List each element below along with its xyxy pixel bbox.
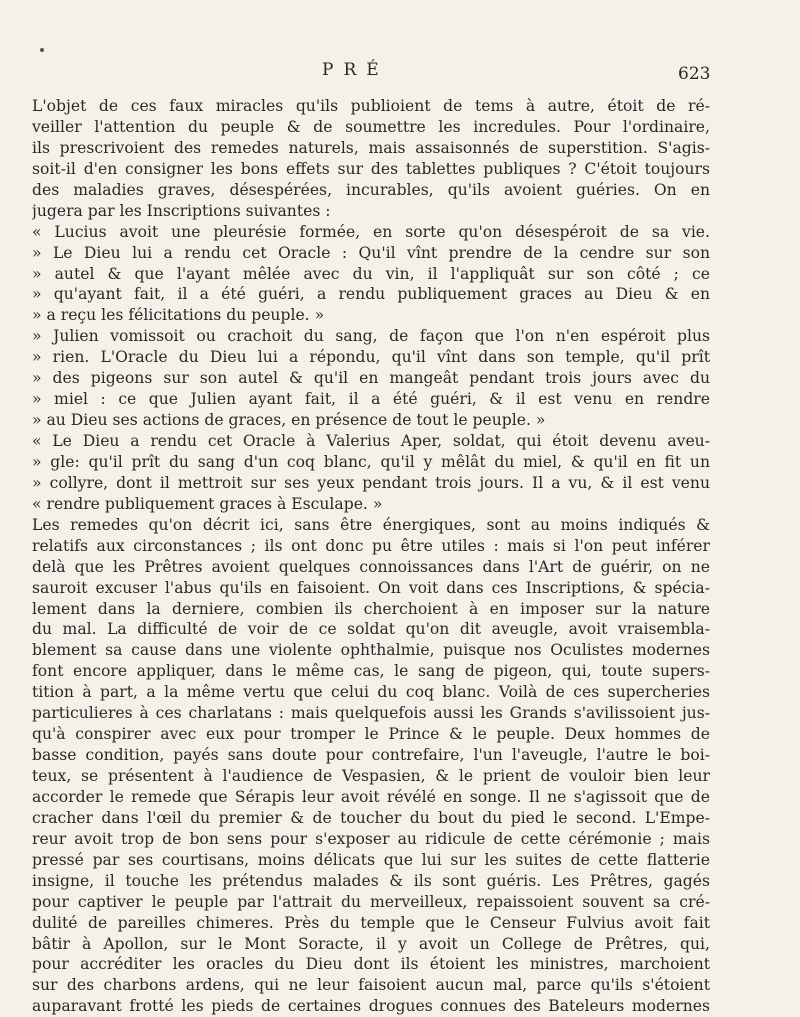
text-line: » Julien vomissoit ou crachoit du sang, de façon que l'on n'en espéroit plus [32, 327, 710, 346]
text-line: ils prescrivoient des remedes naturels, mais assaisonnés de superstition. S'agis- [32, 138, 710, 157]
text-line: cracher dans l'œil du premier & de toucher du bout du pied le second. L'Empe- [32, 808, 710, 827]
text-line: L'objet de ces faux miracles qu'ils publioient de tems à autre, étoit de ré- [32, 97, 710, 115]
text-line: particulieres à ces charlatans : mais quelquefois aussi les Grands s'avilissoient jus- [32, 704, 710, 723]
text-line: lement dans la derniere, combien ils cherchoient à en imposer sur la nature [32, 599, 710, 618]
text-line: blement sa cause dans une violente ophthalmie, puisque nos Oculistes modernes [32, 641, 710, 660]
text-line: » gle: qu'il prît du sang d'un coq blanc, qu'il y mêlât du miel, & qu'il en fit un [32, 452, 710, 471]
text-line: » qu'ayant fait, il a été guéri, a rendu publiquement graces au Dieu & en [32, 285, 710, 304]
text-line: relatifs aux circonstances ; ils ont donc pu être utiles : mais si l'on peut inférer [32, 536, 710, 555]
text-line: jugera par les Inscriptions suivantes : [32, 201, 331, 220]
text-line: » des pigeons sur son autel & qu'il en mangeât pendant trois jours avec du [32, 369, 710, 388]
text-line: accorder le remede que Sérapis leur avoit révélé en songe. Il ne s'agissoit que de [32, 787, 710, 806]
text-line: « Lucius avoit une pleurésie formée, en sorte qu'on désespéroit de sa vie. [32, 222, 710, 241]
text-line: auparavant frotté les pieds de certaines drogues connues des Bateleurs modernes [32, 997, 710, 1016]
text-line: bâtir à Apollon, sur le Mont Soracte, il y avoit un College de Prêtres, qui, [32, 934, 710, 953]
text-line: soit-il d'en consigner les bons effets sur des tablettes publiques ? C'étoit toujours [32, 159, 710, 178]
text-line: » collyre, dont il mettroit sur ses yeux pendant trois jours. Il a vu, & il est venu [32, 473, 710, 492]
text-line: tition à part, a la même vertu que celui du coq blanc. Voilà de ces supercheries [32, 683, 710, 702]
text-line: » autel & que l'ayant mêlée avec du vin, il l'appliquât sur son côté ; ce [32, 264, 710, 283]
text-line: du mal. La difficulté de voir de ce soldat qu'on dit aveugle, avoit vraisembla- [32, 620, 710, 639]
text-line: qu'à conspirer avec eux pour tromper le Prince & le peuple. Deux hommes de [32, 725, 710, 744]
text-line: veiller l'attention du peuple & de soumettre les incredules. Pour l'ordinaire, [32, 117, 710, 136]
text-line: des maladies graves, désespérées, incurables, qu'ils avoient guéries. On en [32, 180, 710, 199]
body-text [32, 96, 710, 1017]
text-line: Les remedes qu'on décrit ici, sans être énergiques, sont au moins indiqués & [32, 515, 710, 534]
text-line: sur des charbons ardens, qui ne leur faisoient aucun mal, parce qu'ils s'étoient [32, 976, 710, 995]
text-line: teux, se présentent à l'audience de Vespasien, & le prient de vouloir bien leur [32, 767, 710, 785]
text-line: » miel : ce que Julien ayant fait, il a été guéri, & il est venu en rendre [32, 390, 710, 409]
text-line: font encore appliquer, dans le même cas, le sang de pigeon, qui, toute supers- [32, 662, 710, 681]
text-line: » rien. L'Oracle du Dieu lui a répondu, qu'il vînt dans son temple, qu'il prît [32, 348, 710, 367]
text-line: » au Dieu ses actions de graces, en présence de tout le peuple. » [32, 411, 546, 430]
text-line: sauroit excuser l'abus qu'ils en faisoient. On voit dans ces Inscriptions, & spécia- [32, 578, 710, 597]
running-head: PRÉ [322, 60, 389, 80]
page-header [0, 60, 800, 84]
text-line: pour accréditer les oracles du Dieu dont ils étoient les ministres, marchoient [32, 955, 710, 974]
text-line: delà que les Prêtres avoient quelques connoissances dans l'Art de guérir, on ne [32, 557, 710, 576]
text-line: » a reçu les félicitations du peuple. » [32, 306, 325, 325]
text-line: basse condition, payés sans doute pour contrefaire, l'un l'aveugle, l'autre le boi- [32, 746, 710, 765]
page-number: 623 [678, 64, 711, 84]
text-line: pressé par ses courtisans, moins délicats que lui sur les suites de cette flatterie [32, 850, 710, 869]
text-line: reur avoit trop de bon sens pour s'exposer au ridicule de cette cérémonie ; mais [32, 829, 710, 848]
text-line: insigne, il touche les prétendus malades & ils sont guéris. Les Prêtres, gagés [32, 871, 710, 890]
text-line: dulité de pareilles chimeres. Près du temple que le Censeur Fulvius avoit fait [32, 913, 710, 932]
ink-speck [40, 48, 44, 52]
text-line: pour captiver le peuple par l'attrait du merveilleux, repaissoient souvent sa cré- [32, 892, 710, 911]
text-line: » Le Dieu lui a rendu cet Oracle : Qu'il vînt prendre de la cendre sur son [32, 243, 710, 262]
text-line: « rendre publiquement graces à Esculape. » [32, 494, 383, 513]
text-line: « Le Dieu a rendu cet Oracle à Valerius Aper, soldat, qui étoit devenu aveu- [32, 432, 710, 450]
